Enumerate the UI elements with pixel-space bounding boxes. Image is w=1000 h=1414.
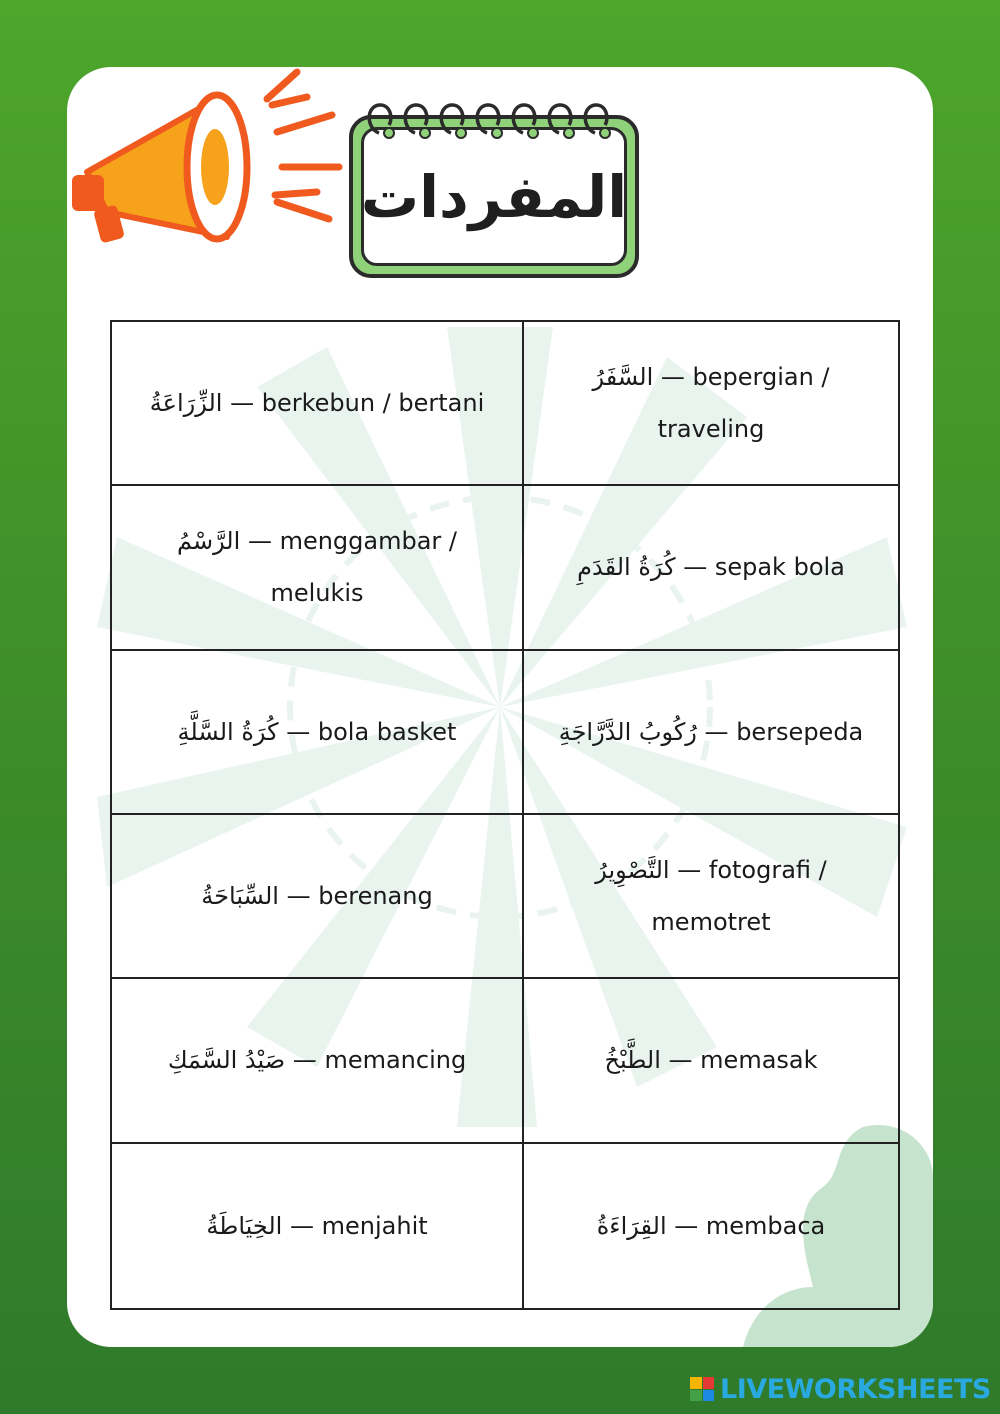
- vocab-cell: [112, 979, 524, 1143]
- spiral-ring-icon: [357, 95, 627, 140]
- arabic-word: الرَّسْمُ: [176, 527, 241, 556]
- vocab-cell: [112, 651, 524, 815]
- arabic-word: الطَّبْخُ: [604, 1046, 661, 1075]
- separator: —: [286, 882, 311, 911]
- meaning: membaca: [705, 1211, 826, 1240]
- separator: —: [660, 363, 685, 392]
- arabic-word: صَيْدُ السَّمَكِ: [167, 1046, 286, 1075]
- vocab-cell: [524, 815, 898, 979]
- separator: —: [704, 717, 729, 746]
- meaning: menggambar / melukis: [270, 527, 458, 608]
- vocab-cell: [112, 1144, 524, 1308]
- meaning: menjahit: [321, 1211, 428, 1240]
- meaning: berkebun / bertani: [261, 389, 485, 418]
- title-notepad: [345, 95, 645, 285]
- meaning: berenang: [318, 882, 433, 911]
- vocab-cell: [524, 486, 898, 650]
- arabic-word: الزِّرَاعَةُ: [149, 389, 223, 418]
- arabic-word: الخِيَاطَةُ: [206, 1211, 283, 1240]
- title-panel: [361, 127, 627, 266]
- watermark-text: LIVEWORKSHEETS: [720, 1373, 991, 1405]
- arabic-word: السَّفَرُ: [592, 363, 654, 392]
- separator: —: [292, 1046, 317, 1075]
- separator: —: [668, 1046, 693, 1075]
- vocab-cell: [524, 979, 898, 1143]
- separator: —: [289, 1211, 314, 1240]
- meaning: bola basket: [317, 717, 457, 746]
- arabic-word: القِرَاءَةُ: [596, 1211, 667, 1240]
- arabic-word: كُرَةُ السَّلَّةِ: [177, 717, 279, 746]
- vocab-cell: [112, 815, 524, 979]
- arabic-word: رُكُوبُ الدَّرَّاجَةِ: [558, 717, 697, 746]
- liveworksheets-watermark: [690, 1371, 991, 1407]
- meaning: bersepeda: [736, 717, 864, 746]
- vocab-cell: [524, 651, 898, 815]
- arabic-word: السِّبَاحَةُ: [201, 882, 279, 911]
- meaning: memancing: [324, 1046, 467, 1075]
- vocab-cell: [112, 486, 524, 650]
- vocab-cell: [112, 322, 524, 486]
- separator: —: [247, 527, 272, 556]
- liveworksheets-logo-icon: [690, 1377, 714, 1401]
- meaning: memasak: [700, 1046, 818, 1075]
- vocabulary-table: [110, 320, 900, 1310]
- separator: —: [230, 389, 255, 418]
- worksheet-card: [67, 67, 933, 1347]
- page-title: المفردات: [360, 162, 628, 231]
- separator: —: [286, 717, 311, 746]
- meaning: sepak bola: [714, 553, 845, 582]
- vocab-cell: [524, 1144, 898, 1308]
- arabic-word: التَّصْوِيرُ: [595, 856, 670, 885]
- separator: —: [677, 856, 702, 885]
- meaning: bepergian / traveling: [657, 363, 830, 444]
- separator: —: [674, 1211, 699, 1240]
- arabic-word: كُرَةُ القَدَمِ: [577, 553, 676, 582]
- meaning: fotografi / memotret: [651, 856, 827, 937]
- vocab-cell: [524, 322, 898, 486]
- separator: —: [683, 553, 708, 582]
- megaphone-icon: [67, 67, 357, 257]
